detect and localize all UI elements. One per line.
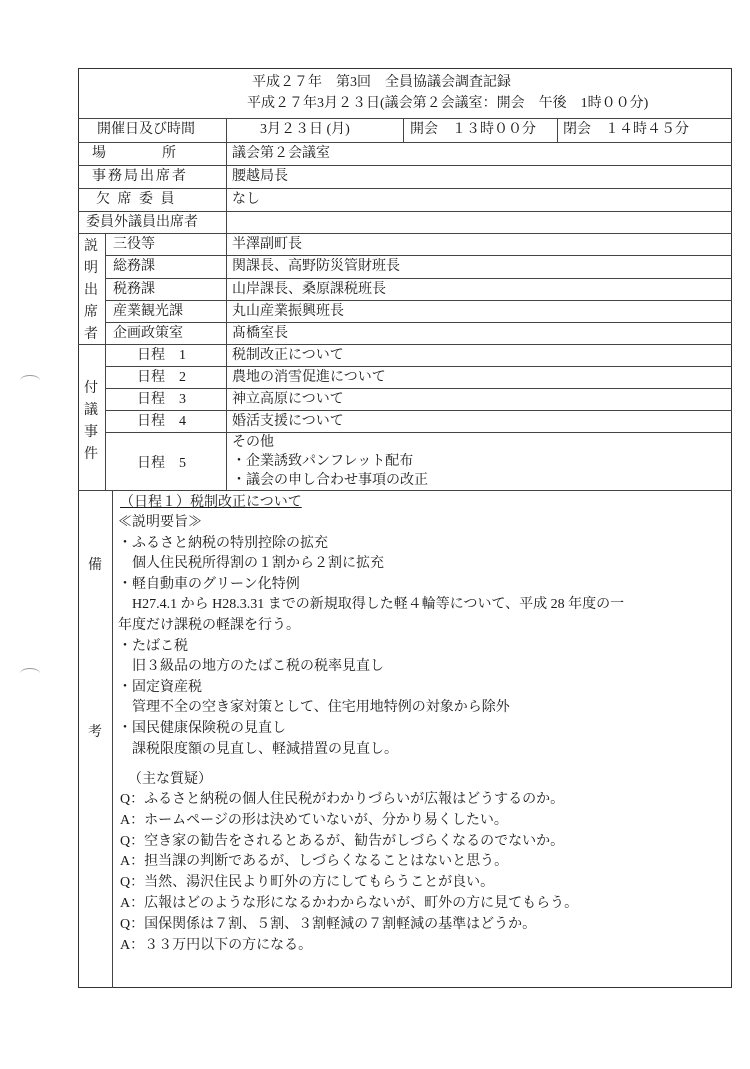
absent-label: 欠 席 委 員 bbox=[96, 192, 177, 207]
explainer-dept: 産業観光課 bbox=[113, 304, 183, 319]
qa-heading: （主な質疑） bbox=[128, 772, 212, 787]
qa-line: A：担当課の判断であるが、しづらくなることはないと思う。 bbox=[120, 854, 509, 870]
punch-hole-mark bbox=[20, 668, 40, 679]
remarks-line: 個人住民税所得割の１割から２割に拡充 bbox=[118, 556, 384, 572]
remarks-line: ≪説明要旨≫ bbox=[118, 515, 202, 530]
agenda-no: 日程 1 bbox=[137, 348, 186, 363]
agenda-item: 税制改正について bbox=[232, 348, 344, 363]
remarks-line: 管理不全の空き家対策として、住宅用地特例の対象から除外 bbox=[118, 700, 510, 716]
secretariat-label: 事務局出席者 bbox=[92, 169, 188, 184]
agenda-no: 日程 3 bbox=[137, 392, 186, 407]
remarks-label-top: 備 bbox=[88, 558, 102, 573]
remarks-line: ・たばこ税 bbox=[118, 638, 188, 654]
agenda-subitem: ・議会の申し合わせ事項の改正 bbox=[232, 473, 428, 488]
agenda-item: 神立高原について bbox=[232, 392, 344, 407]
place-value: 議会第２会議室 bbox=[232, 146, 330, 161]
remarks-heading: （日程１）税制改正について bbox=[120, 495, 302, 510]
remarks-line: ・軽自動車のグリーン化特例 bbox=[118, 576, 300, 592]
place-label: 場 所 bbox=[92, 146, 176, 161]
remarks-line: 年度だけ課税の軽課を行う。 bbox=[118, 618, 300, 633]
meeting-open-time: 開会 １３時００分 bbox=[410, 122, 536, 137]
qa-line: Q：当然、湯沢住民より町外の方にしてもらうことが良い。 bbox=[120, 875, 495, 891]
qa-line: Q：空き家の勧告をされるとあるが、勧告がしづらくなるのでないか。 bbox=[120, 833, 565, 849]
agenda-no: 日程 4 bbox=[137, 414, 186, 429]
explainer-names: 関課長、高野防災管財班長 bbox=[232, 259, 400, 274]
non-member-label: 委員外議員出席者 bbox=[86, 215, 198, 230]
explainer-dept: 税務課 bbox=[113, 282, 155, 297]
qa-line: A：広報はどのような形になるかわからないが、町外の方に見てもらう。 bbox=[120, 896, 579, 911]
agenda-item: 婚活支援について bbox=[232, 414, 344, 429]
explainer-dept: 総務課 bbox=[113, 259, 155, 274]
explainer-names: 山岸課長、桑原課税班長 bbox=[232, 282, 386, 297]
title-line2: 平成２７年3月２３日(議会第２会議室：開会 午後 1時００分) bbox=[247, 96, 649, 111]
agenda-no: 日程 5 bbox=[137, 456, 186, 471]
absent-value: なし bbox=[232, 192, 260, 207]
remarks-line: ・固定資産税 bbox=[118, 679, 202, 695]
explainer-names: 半澤副町長 bbox=[232, 237, 302, 252]
explainers-group-label: 説明出席者 bbox=[84, 239, 98, 342]
secretariat-value: 腰越局長 bbox=[232, 169, 288, 184]
qa-line: Q：ふるさと納税の個人住民税がわかりづらいが広報はどうするのか。 bbox=[120, 792, 565, 807]
punch-hole-mark bbox=[20, 375, 40, 386]
qa-line: Q：国保関係は７割、５割、３割軽減の７割軽減の基準はどうか。 bbox=[120, 916, 537, 932]
agenda-group-label: 付議事件 bbox=[84, 381, 98, 462]
meeting-close-time: 閉会 １４時４５分 bbox=[563, 122, 689, 137]
agenda-subitem: ・企業誘致パンフレット配布 bbox=[232, 454, 414, 469]
qa-line: A：ホームページの形は決めていないが、分かり易くしたい。 bbox=[120, 812, 508, 828]
remarks-line: ・国民健康保険税の見直し bbox=[118, 721, 286, 736]
remarks-line: H27.4.1 から H28.3.31 までの新規取得した軽４輪等について、平成 28 年度の一 bbox=[118, 597, 625, 613]
meeting-date: 3月２３日 (月) bbox=[260, 122, 350, 137]
explainer-dept: 企画政策室 bbox=[113, 326, 183, 341]
meeting-label: 開催日及び時間 bbox=[97, 122, 195, 137]
explainer-dept: 三役等 bbox=[113, 237, 155, 252]
title-line1: 平成２７年 第3回 全員協議会調査記録 bbox=[252, 75, 511, 90]
remarks-line: 課税限度額の見直し、軽減措置の見直し。 bbox=[118, 741, 398, 757]
qa-line: A：３３万円以下の方になる。 bbox=[120, 937, 313, 953]
explainer-names: 髙橋室長 bbox=[232, 326, 288, 341]
agenda-item: 農地の消雪促進について bbox=[232, 370, 386, 385]
remarks-label-bottom: 考 bbox=[88, 725, 102, 740]
agenda-no: 日程 2 bbox=[137, 370, 186, 385]
remarks-line: ・ふるさと納税の特別控除の拡充 bbox=[118, 535, 328, 551]
remarks-line: 旧３級品の地方のたばこ税の税率見直し bbox=[118, 659, 384, 675]
explainer-names: 丸山産業振興班長 bbox=[232, 304, 344, 319]
agenda-item: その他 bbox=[232, 435, 274, 450]
